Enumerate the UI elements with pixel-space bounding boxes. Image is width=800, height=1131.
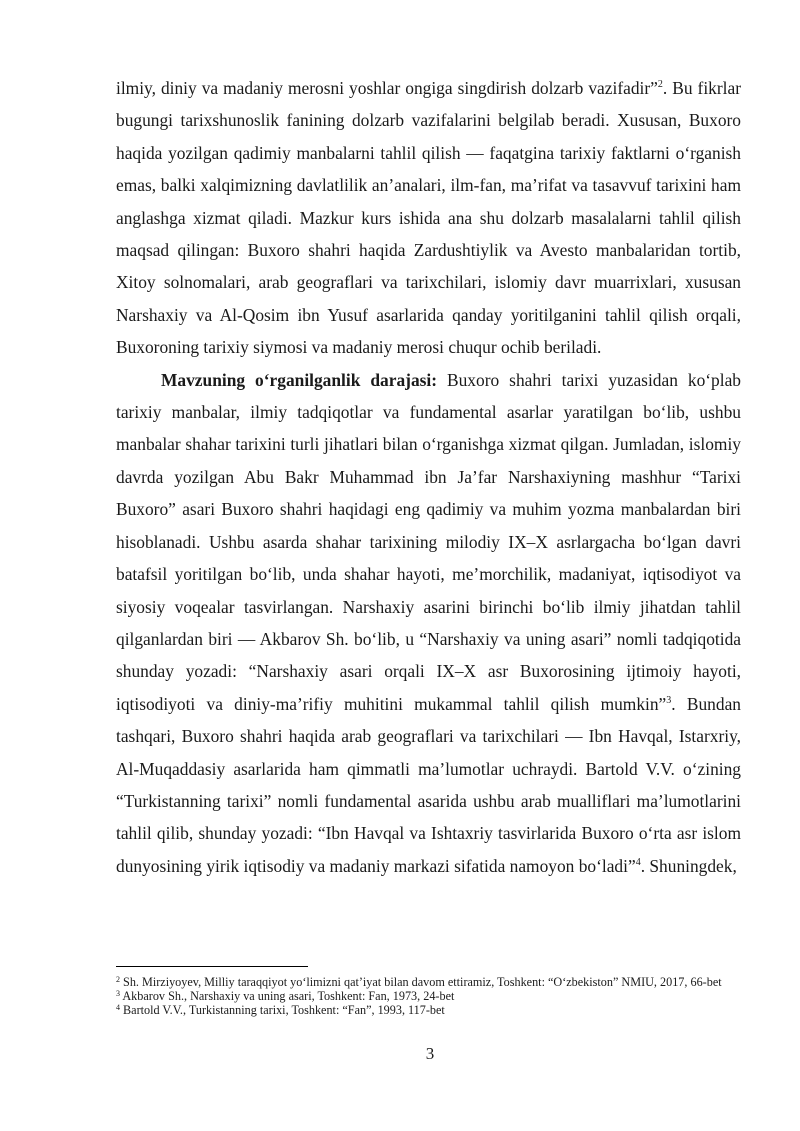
footnote-ref-4[interactable]: 4 xyxy=(635,856,641,868)
paragraph-text: . Bu fikrlar bugungi tarixshunoslik fanining dolzarb vazifalarini belgilab beradi. Xususan, Buxoro haqida yozilgan qadimiy manbalarni tahlil qilish — faqatgina tarixiy faktlarni o‘rganish emas, balki xalqimizning davlatlilik an’analari, ilm-fan, ma’rifat va tasavvuf tarixini ham anglashga xizmat qiladi. Mazkur kurs ishida ana shu dolzarb masalalarni tahlil qilish maqsad qilingan: Buxoro shahri haqida Zardushtiylik va Avesto manbalaridan tortib, Xitoy solnomalari, arab geograflari va tarixchilari, islomiy davr muarrixlari, xususan Narshaxiy va Al-Qosim ibn Yusuf asarlarida qanday yoritilganini tahlil qilish orqali, Buxoroning tarixiy siymosi va madaniy merosi chuqur ochib beriladi. xyxy=(116,78,741,358)
footnote-text: Bartold V.V., Turkistanning tarixi, Toshkent: “Fan”, 1993, 117-bet xyxy=(123,1003,445,1017)
paragraph-text: ilmiy, diniy va madaniy merosni yoshlar ongiga singdirish dolzarb vazifadir” xyxy=(116,78,658,98)
footnote-mark: 3 xyxy=(116,989,120,998)
footnote-item xyxy=(116,1003,741,1017)
footnote-item xyxy=(116,989,741,1003)
footnote-divider xyxy=(116,966,308,967)
footnote-text: Sh. Mirziyoyev, Milliy taraqqiyot yo‘limizni qat’iyat bilan davom ettiramiz, Toshkent: “O‘zbekiston” NMIU, 2017, 66-bet xyxy=(123,975,722,989)
footnote-ref-3[interactable]: 3 xyxy=(666,694,672,706)
footnote-text: Akbarov Sh., Narshaxiy va uning asari, Toshkent: Fan, 1973, 24-bet xyxy=(122,989,455,1003)
body-text xyxy=(116,72,741,882)
paragraph-text: Buxoro shahri tarixi yuzasidan ko‘plab tarixiy manbalar, ilmiy tadqiqotlar va fundamental asarlar yaratilgan bo‘lib, ushbu manbalar shahar tarixini turli jihatlari bilan o‘rganishga xizmat qilgan. Jumladan, islomiy davrda yozilgan Abu Bakr Muhammad ibn Ja’far Narshaxiyning mashhur “Tarixi Buxoro” asari Buxoro shahri haqidagi eng qadimiy va muhim yozma manbalardan biri hisoblanadi. Ushbu asarda shahar tarixining milodiy IX–X asrlargacha bo‘lgan davri batafsil yoritilgan bo‘lib, unda shahar hayoti, me’morchilik, madaniyat, iqtisodiyot va siyosiy voqealar tasvirlangan. Narshaxiy asarini birinchi bo‘lib ilmiy jihatdan tahlil qilganlardan biri — Akbarov Sh. bo‘lib, u “Narshaxiy va uning asari” nomli tadqiqotida shunday yozadi: “Narshaxiy asari orqali IX–X asr Buxorosining ijtimoiy hayoti, iqtisodiyoti va diniy-ma’rifiy muhitini mukammal tahlil qilish mumkin” xyxy=(116,369,741,714)
section-lead-heading: Mavzuning o‘rganilganlik darajasi: xyxy=(161,369,438,390)
footnote-ref-2[interactable]: 2 xyxy=(657,79,663,90)
footnote-mark: 4 xyxy=(116,1003,120,1012)
footnotes xyxy=(116,975,741,1017)
footnote-item xyxy=(116,975,741,989)
footnote-mark: 2 xyxy=(116,975,120,984)
paragraph-intro xyxy=(116,72,741,364)
page-number: 3 xyxy=(425,1044,435,1063)
paragraph-study-level xyxy=(116,364,741,883)
paragraph-text: . Bundan tashqari, Buxoro shahri haqida arab geograflari va tarixchilari — Ibn Havqal, Istarxriy, Al-Muqaddasiy asarlarida ham qimmatli ma’lumotlar uchraydi. Bartold V.V. o‘zining “Turkistanning tarixi” nomli fundamental asarida ushbu arab mualliflari ma’lumotlarini tahlil qilib, shunday yozadi: “Ibn Havqal va Ishtaxriy tasvirlarida Buxoro o‘rta asr islom dunyosining yirik iqtisodiy va madaniy markazi sifatida namoyon bo‘ladi” xyxy=(116,693,741,876)
paragraph-text: . Shuningdek, xyxy=(640,855,737,876)
